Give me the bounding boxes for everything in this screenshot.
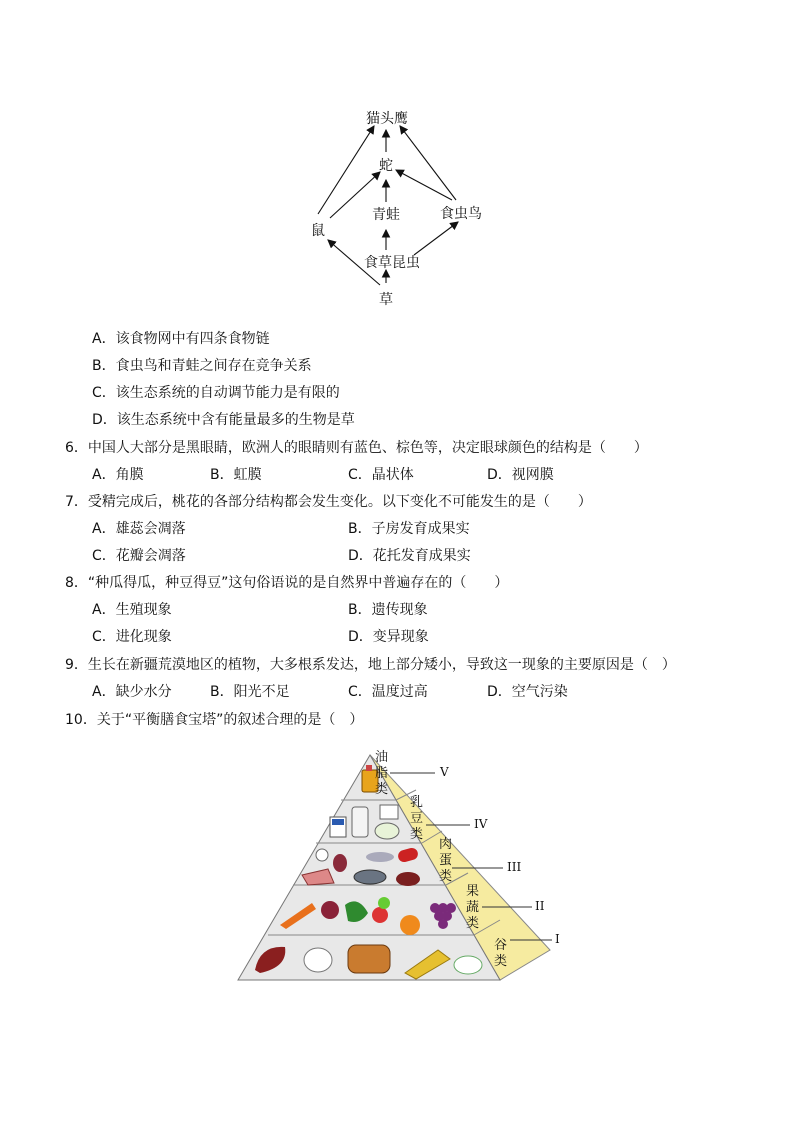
- q6-option-a: A．角膜: [92, 467, 144, 483]
- level-label-meat: 肉蛋类: [439, 837, 453, 884]
- q8-option-a: A．生殖现象: [92, 602, 172, 618]
- q8-option-c: C．进化现象: [92, 629, 172, 645]
- level-label-grain: 谷类: [494, 938, 508, 969]
- q9-option-b: B．阳光不足: [210, 684, 290, 700]
- node-mouse: 鼠: [311, 223, 325, 239]
- level-label-oil: 油脂类: [375, 750, 389, 797]
- level-numeral-iii: III: [507, 860, 522, 874]
- node-grass: 草: [379, 292, 393, 308]
- level-label-dairy: 乳豆类: [410, 795, 424, 842]
- q5-option-b: B．食虫鸟和青蛙之间存在竞争关系: [92, 358, 312, 374]
- q10-stem: 10．关于“平衡膳食宝塔”的叙述合理的是（ ）: [65, 712, 364, 728]
- q6-option-c: C．晶状体: [348, 467, 414, 483]
- node-insect-bird: 食虫鸟: [440, 206, 482, 222]
- node-herbivorous-insect: 食草昆虫: [364, 255, 420, 271]
- q8-option-d: D．变异现象: [348, 629, 429, 645]
- q7-option-c: C．花瓣会凋落: [92, 548, 186, 564]
- arrow-mouse-to-owl: [318, 126, 374, 214]
- food-web-diagram: [300, 100, 500, 315]
- arrow-insect-to-bird: [414, 222, 458, 255]
- food-pyramid: [230, 745, 570, 990]
- q8-option-b: B．遗传现象: [348, 602, 428, 618]
- level-numeral-iv: IV: [474, 817, 488, 831]
- arrow-bird-to-owl: [400, 126, 456, 200]
- q8-stem: 8．“种瓜得瓜，种豆得豆”这句俗语说的是自然界中普遍存在的（ ）: [65, 575, 509, 591]
- q9-option-c: C．温度过高: [348, 684, 428, 700]
- q7-option-a: A．雄蕊会凋落: [92, 521, 186, 537]
- q5-option-c: C．该生态系统的自动调节能力是有限的: [92, 385, 340, 401]
- q9-option-a: A．缺少水分: [92, 684, 172, 700]
- node-frog: 青蛙: [372, 207, 400, 223]
- level-numeral-i: I: [555, 932, 560, 946]
- q5-option-d: D．该生态系统中含有能量最多的生物是草: [92, 412, 355, 428]
- node-owl: 猫头鹰: [366, 111, 408, 127]
- node-snake: 蛇: [379, 158, 393, 174]
- q7-stem: 7．受精完成后，桃花的各部分结构都会发生变化。以下变化不可能发生的是（ ）: [65, 494, 592, 510]
- level-label-fruit-veg: 果蔬类: [466, 884, 480, 931]
- arrow-bird-to-snake: [396, 170, 452, 200]
- q7-option-d: D．花托发育成果实: [348, 548, 471, 564]
- q6-option-d: D．视网膜: [487, 467, 554, 483]
- q9-stem: 9．生长在新疆荒漠地区的植物，大多根系发达，地上部分矮小，导致这一现象的主要原因是（ ）: [65, 657, 676, 673]
- q6-option-b: B．虹膜: [210, 467, 262, 483]
- q9-option-d: D．空气污染: [487, 684, 568, 700]
- q6-stem: 6．中国人大部分是黑眼睛，欧洲人的眼睛则有蓝色、棕色等，决定眼球颜色的结构是（ ）: [65, 440, 648, 456]
- q7-option-b: B．子房发育成果实: [348, 521, 470, 537]
- level-numeral-v: V: [440, 765, 449, 779]
- q5-option-a: A．该食物网中有四条食物链: [92, 331, 270, 347]
- level-numeral-ii: II: [535, 899, 545, 913]
